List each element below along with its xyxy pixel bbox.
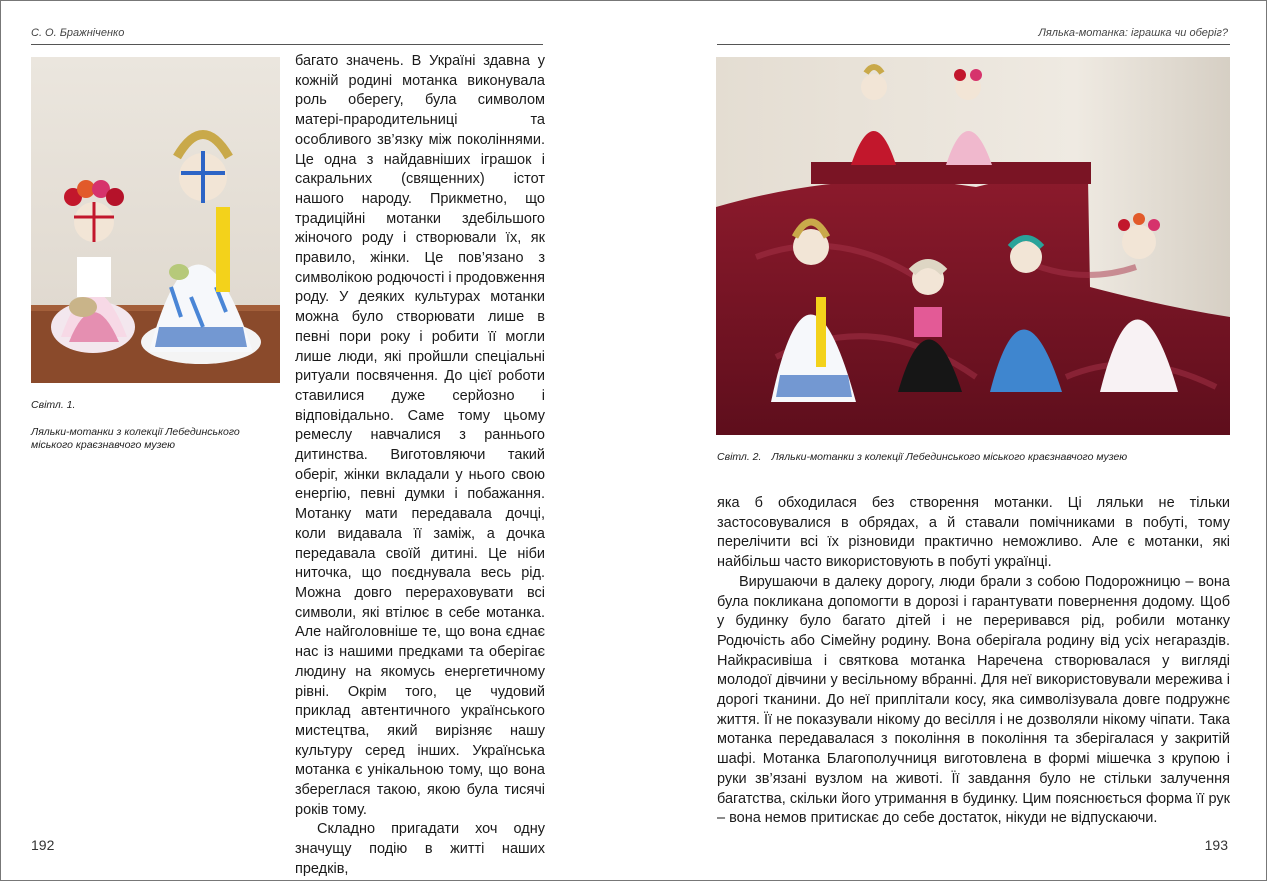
paragraph: Вирушаючи в далеку дорогу, люди брали з собою Подорожницю – вона була покликана допомогти в дорозі і гарантувати повернення додому. Щоб у будинку було багато дітей і не переривався рід, робили мотанку Родючість або Сімейну родину. Вона оберігала родину від усіх негараздів. Найкрасивіша і святкова мотанка Наречена створювалася у вигляді молодої дівчини у весільному вбранні. Для неї використовували мережива і дорогі тканини. До неї приплітали косу, яка символізувала довге подружнє життя. Її не показували нікому до весілля і не дозволяли нікому чіпати. Така мотанка передавалася з покоління в покоління та зберігалася у закритій шафі. Мотанка Благополучниця виготовлена в формі мішечка з крупою і руки зв’язані вузлом на животі. Її завдання було не стільки залучення багатства, скільки його утримання в будинку. Цим пояснюється форма її рук – вона немов притискає до себе достаток, нікуди не відпускаючи. [717,573,1230,827]
header-rule-left [31,44,543,45]
figure-2-label: Світл. 2. [717,451,762,463]
running-head-author: С. О. Бражніченко [31,27,125,39]
right-text-column [717,494,1230,829]
figure-1-caption: Ляльки-мотанки з колекції Лебединського міського краєзнавчого музею [31,426,240,451]
dolls-photo-2-illustration [716,57,1230,435]
dolls-photo-1-illustration [31,57,280,383]
paragraph: яка б обходилася без створення мотанки. Ці ляльки не тільки застосовувалися в обрядах, а й ставали помічниками в побуті, тому перелічити всі їх різновиди практично неможливо. Але є мотанки, які найбільш часто використовують в побуті українці. [717,495,1230,571]
running-head-title: Лялька-мотанка: іграшка чи оберіг? [1038,27,1228,39]
left-text-column [295,52,545,880]
page-number-left: 192 [31,837,55,853]
figure-2-caption: Ляльки-мотанки з колекції Лебединського міського краєзнавчого музею [771,451,1128,463]
figure-2-caption-line [717,451,1227,464]
figure-1-label: Світл. 1. [31,399,76,411]
figure-1-photo [31,57,280,383]
paragraph: багато значень. В Україні здавна у кожній родині мотанка виконувала роль оберегу, була символом матері-прародительниці та особливого зв’язку між поколіннями. Це одна з найдавніших іграшок і сакральних (священних) істот нашого народу. Прикметно, що традиційні мотанки здебільшого жіночого роду і створювали їх, як правило, жінки. Це пов’язано з символікою родючості і продовження роду. У деяких культурах мотанки можна було створювати лише в певні пори року і робити її могли лише люди, які пройшли спеціальні ритуали посвячення. До цієї роботи ставилися дуже серйозно і відповідально. Саме тому цьому ремеслу навчалися з раннього дитинства. Виготовляючи такий оберіг, жінки вкладали у нього свою енергію, певні думки і побажання. Мотанку мати передавала дочці, коли видавала її заміж, а дочка передавала своїй дитині. Це ніби ниточка, що поєднувала весь рід. Можна довго перераховувати всі символи, які втілює в себе мотанка. Але найголовніше те, що вона єднає нас із нашими предками та оберігає людину на якомусь енергетичному рівні. Окрім того, це чудовий приклад автентичного українського мистецтва, який вирізняє нашу культуру серед інших. Українська мотанка є унікальною тому, що вона збереглася такою, якою була тисячі років тому. [295,53,545,818]
page-number-right: 193 [1204,837,1228,853]
header-rule-right [717,44,1230,45]
paragraph: Складно пригадати хоч одну значущу подію в житті наших предків, [295,821,545,877]
figure-2-photo [716,57,1230,435]
